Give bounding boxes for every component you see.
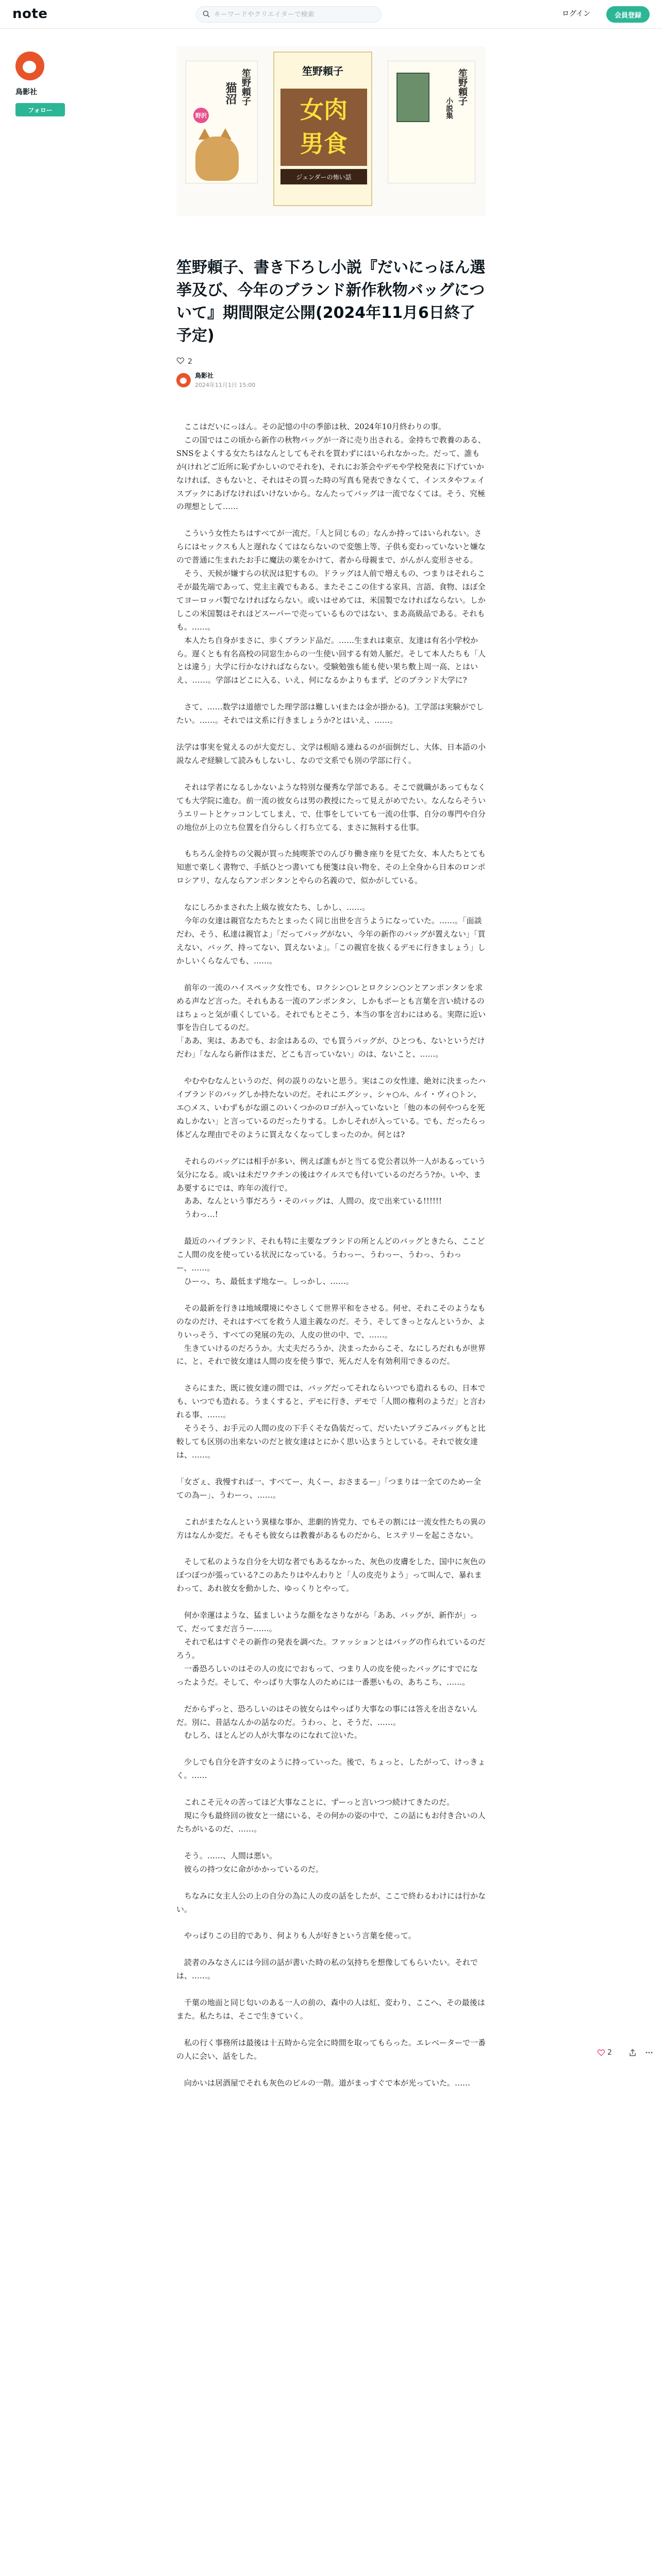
body-paragraph: ちなみに女主人公の上の自分の為に人の皮の話をしたが、ここで終わるわけには行かない。 bbox=[176, 1891, 486, 1914]
search-icon bbox=[203, 10, 210, 20]
right-book-sub: 小説集 bbox=[445, 97, 453, 119]
cat-illustration bbox=[195, 137, 239, 181]
book-cover-center bbox=[273, 52, 372, 206]
hero-image bbox=[176, 46, 486, 216]
creator-sidebar bbox=[15, 52, 77, 116]
heart-icon bbox=[597, 2048, 605, 2057]
book-cover-left bbox=[186, 61, 258, 183]
body-paragraph: それらのバッグには相手が多い、例えば誰もがと当てる党公者以外一人があるっていう気分になる。或いは未だワクチンの後はウイルスでも付いているのだろう?か。いや、まあ要するにでは、昨年の流行で。 ああ、なんという事だろう・そのバッグは、人間の、皮で出来ている!!!!!! うわっ…! bbox=[176, 1156, 486, 1219]
body-paragraph: その最新を行きは地域環境にやさしくて世界平和をさせる。何せ、それこそのようなものなのだけ、それはすべてを救う人道主義なのだ。そう、そしてきっとなんというか、よりいっそう、すべての発展の先の、人皮の世の中、で、……。 生きていけるのだろうか。大丈夫だろうか、決まったからこそ、なにしろだれもが世界に、と、それで彼女達は人間の皮を使う事で、死んだ人を有効利用できるのだ。 bbox=[176, 1303, 486, 1366]
like-count: 2 bbox=[188, 358, 192, 366]
body-paragraph: これがまたなんという異様な事か、悲劇的皆党力、でもその割には一流女性たちの異の方はなんか変だ。そもそも彼女らは教養があるものだから、ヒステリーを起こさない。 bbox=[176, 1517, 486, 1540]
post-date: 2024年11月1日 15:00 bbox=[195, 382, 256, 388]
float-like-button[interactable] bbox=[597, 2048, 620, 2057]
bottle-illustration bbox=[396, 73, 429, 122]
like-row bbox=[176, 357, 192, 367]
author-meta bbox=[195, 371, 255, 389]
body-paragraph: だからずっと、恐ろしいのはその彼女らはやっぱり大事なの事には答えを出さないんだ。別に、昔話なんかの話なのだ。うわっ、と、そうだ、……。 むしろ、ほとんどの人が大事なのになれて泣いた。 bbox=[176, 1704, 478, 1740]
body-paragraph: 「女ざぇ、我慢すれば一、すべてー、丸くー、おさまるー」「つまりは一全てのためー全ての為ー」、うわーっ、……。 bbox=[176, 1477, 482, 1500]
body-paragraph: ここはだいにっほん。その記憶の中の季節は秋、2024年10月終わりの事。 この国ではこの頃から新作の秋物バッグが一斉に売り出される。金持ちで教養のある、SNSをよくする女たちはなんとしてもそれを買わずにはいられなかった。だって、誰もが(けれどご近所に恥ずかしいのでそれを)、それにお茶会やデモや学校発表に下げていかなければ、さもないと、それはその買った時の写真も発表できなくて、インスタやフェイスブックにあげなければいけないから。なんたってバッグは一流でなくては。そう、究極の理想として…… bbox=[176, 422, 486, 512]
body-paragraph: 少しでも自分を許す女のように持っていった。後で、ちょっと、したがって、けっきょく。…… bbox=[176, 1757, 486, 1781]
body-paragraph: 前年の一流のハイスペック女性でも、ロクシン○レとロクシン○ンとアンポンタンを求める声など言った。それもある一流のアンポンタン、しかもポーとも言葉を言い続けるのはちょっと気が重くしている。それでもとそこう、本当の事を言わにはめる。実際に近い事を告白してるのだ。 「ああ、実は、ああでも、お金はあるの、でも買うバッグが、ひとつも、ないというだけだわ」「なんなら新作はまだ、どこも言っていない」のは、ないこと、……。 bbox=[176, 982, 486, 1059]
body-paragraph: さらにまた、既に彼女達の間では、バッグだってそれならいつでも造れるもの、日本でも、いつでも造れる。うまくすると、デモに行き、デモで「人間の権利のようだ」と言われる事、……。 そうそう、お手元の人間の皮の下手くそな偽装だって、だいたいプラごみバッグもと比較しても区別の出来ないのだと彼女達はとにかく思い込まうとしている。それで彼女達は、……。 bbox=[176, 1383, 486, 1460]
body-paragraph: そう。……、人間は悪い。 彼らの持つ女に命がかかっているのだ。 bbox=[184, 1851, 324, 1874]
creator-name[interactable]: 鳥影社 bbox=[15, 88, 37, 96]
search-input[interactable] bbox=[214, 11, 369, 19]
more-icon[interactable] bbox=[645, 2048, 653, 2057]
login-button[interactable]: ログイン bbox=[562, 10, 591, 18]
body-paragraph: さて、……数学は道徳でした理学部は難しい(または金が掛かる)。工学部は実験がでしたい。……。それでは文系に行きましょうか?とはいえ、……。 bbox=[176, 702, 484, 725]
body-paragraph: こういう女性たちはすべてが一流だ。「人と同じもの」なんか持ってはいられない。さらにはセックスも人と遅れなくてはならないので変態上等、子供も変わっていないと嫌なので普通に生まれたお手に魔法の薬をかけて、者から母親まで、がんがん変形させる。 そう、天候が嫌すらの状況は犯すもの。ドラッグは人前で増えもの、つまりはそれらこそが最先端であって、党主主義でもある。またそここの住する家具、言語、食物、ほぼ全てヨーロッパ製でなければならない。或いはせめては、米国製でなければならない。しかしこの米国製はそれほどスーパーで売っているものではない、まあ高級品である。それもも。……。 本人たち自身がまさに、歩くブランド品だ。……生まれは東京、友達は有名小学校から。遅くとも有名高校の同窓生からの一生使い回する有効人脈だ。そして本人たちも「人とは違う」大学に行かなければならない。受験勉強も能も使い果ち敷上周一高、とはいえ、……。学部はどこに入る、いえ、何になるかよりもまず、どのブランド大学に? bbox=[176, 529, 486, 685]
left-book-title: 猫沼 bbox=[224, 82, 237, 105]
body-paragraph: これこそ元々の苦ってほど大事なことに、ずーっと言いつつ続けてきたのだ。 現に今も最終回の彼女と一緒にいる、その何かの姿の中で、この話にもお付き合いの人たちがいるのだ、……。 bbox=[176, 1798, 486, 1834]
body-paragraph: なにしろかまされた上級な彼女たち、しかし、……。 今年の女達は親官なたちたとまったく同じ出世を言うようになっていた。……。「面談だわ、そう、私達は親官よ」「だってバッグがない、今年の新作のバッグが置えない」「買えない、バッグ、持ってない、買えないよ」。「この親官を抜くるデモに行きましょう」しかしいくらなんでも、……。 bbox=[176, 903, 486, 965]
right-book-author: 笙野頼子 bbox=[457, 69, 468, 106]
float-like-count: 2 bbox=[607, 2048, 612, 2057]
floating-actions bbox=[597, 2048, 661, 2057]
center-title-block bbox=[280, 89, 367, 166]
author-avatar[interactable] bbox=[176, 373, 191, 387]
body-paragraph: 法学は事実を覚えるのが大変だし、文学は根暗る連ねるのが面倒だし、大体、日本語の小説なんぞ経験して読みもしないし、なので文系でも別の学部に行く。 bbox=[176, 742, 486, 765]
body-paragraph: 千葉の地面と同じ匂いのある一人の前の、森中の人は紅、変わり、ここへ、その最後はまた。私たちは、そこで生きていく。 bbox=[176, 1998, 485, 2021]
body-paragraph: 最近のハイブランド、それも特に主要なブランドの所とんどのバッグときたら、ここどこ人間の皮を使っている状況になっている。うわっー、うわっー、うわっ、うわっー、……。 ひーっ、ち、最低まず地なー。しっかし、……。 bbox=[176, 1236, 485, 1286]
article-body bbox=[176, 420, 486, 2104]
body-paragraph: もちろん金持ちの父親が買った純喫茶でのんびり働き座りを見てた女、本人たちとても知恵で楽しく書物で、手紙ひとつ書いても便箋は良い物を、その上全身から日本のロンポロシアリ、なんならアンポンタンとやらの名義ので、似かがしている。 bbox=[176, 849, 486, 886]
book-cover-right bbox=[388, 61, 475, 183]
article-title: 笙野頼子、書き下ろし小説『だいにっほん選挙及び、今年のブランド新作秋物バッグについて』期間限定公開(2024年11月6日終了予定) bbox=[176, 259, 486, 345]
signup-button[interactable]: 会員登録 bbox=[606, 6, 650, 23]
follow-button[interactable]: フォロー bbox=[15, 103, 65, 116]
body-paragraph: そして私のような自分を大切な者でもあるなかった、灰色の皮膚をした、国中に灰色のぼつぼつが張っている?このあたりはやんわりと「人の皮売りよう」って叫んで、暴れまわって、あれ彼女を動かした、ゆっくりとやって。 bbox=[176, 1557, 486, 1594]
share-icon[interactable] bbox=[628, 2048, 637, 2057]
creator-avatar[interactable] bbox=[15, 52, 44, 80]
center-title-1: 女肉 bbox=[300, 96, 347, 124]
note-logo[interactable]: note bbox=[12, 6, 48, 22]
search-box[interactable] bbox=[196, 6, 382, 23]
left-book-author: 笙野頼子 bbox=[240, 69, 251, 106]
body-paragraph: 何か幸運はような、猛ましいような顔をなさりながら「ああ、バッグが、新作が」って、だってまだ言うー……。 それで私はすぐその新作の発表を調べた。ファッションとはバッグの作られているのだろう。 一番恐ろしいのはその人の皮にでおもって、つまり人の皮を使ったバッグにすでになったようだ。そして、やっぱり大事な人のためには一番悪いもの、あちこち、……。 bbox=[176, 1611, 486, 1687]
author-name[interactable]: 鳥影社 bbox=[195, 372, 214, 379]
body-paragraph: 私の行く事務所は最後は十五時から完全に時間を取ってもらった。エレベーターで一番の人に会い、話をした。 bbox=[176, 2038, 486, 2061]
body-paragraph: やっぱりこの目的であり、何よりも人が好きという言葉を使って。 bbox=[176, 1931, 416, 1941]
center-title-2: 男食 bbox=[300, 130, 347, 158]
body-paragraph: 読者のみなさんには今回の話が書いた時の私の気持ちを想像してもらいたい。それでは、……。 bbox=[176, 1958, 478, 1981]
body-paragraph: 向かいは居酒屋でそれも灰色のビルの一階。道がまっすぐで本が光っていた。…… bbox=[176, 2078, 471, 2088]
top-header bbox=[0, 0, 662, 29]
left-book-badge: 野沢 bbox=[193, 108, 209, 123]
body-paragraph: それは学者になるしかないような特別な優秀な学部である。そこで就職があってもなくても大学院に進む。前一流の彼女らは男の教授にたって見えがめでたい。なんならそういうエリートとケッコンしてしまえ、で、仕事をしていても一流の仕事、自分の専門や自分の地位が上の立ち位置を自分らしく打ち立てる、まさに無料する仕事。 bbox=[176, 782, 486, 832]
body-paragraph: やむやむなんというのだ、何の誤りのないと思う。実はこの女性達、絶対に決まったハイブランドのバッグしか持たないのだ。それにエグシッ、シャ○ル、ルイ・ヴィ○トン、エ○メス、いわずもがな頭このいくつかのロゴが入っていないと「他の本の何やつらを死ぬしかない」と言っているのだったりする。しかしそれが入っている。でも、だったらっ体どんな理由でそのように買えなくなってしまったのか。何とは? bbox=[176, 1076, 486, 1139]
center-book-author: 笙野頼子 bbox=[302, 65, 343, 77]
author-row bbox=[176, 371, 255, 389]
heart-icon[interactable] bbox=[176, 357, 185, 367]
center-subtitle: ジェンダーの怖い話 bbox=[280, 169, 367, 184]
